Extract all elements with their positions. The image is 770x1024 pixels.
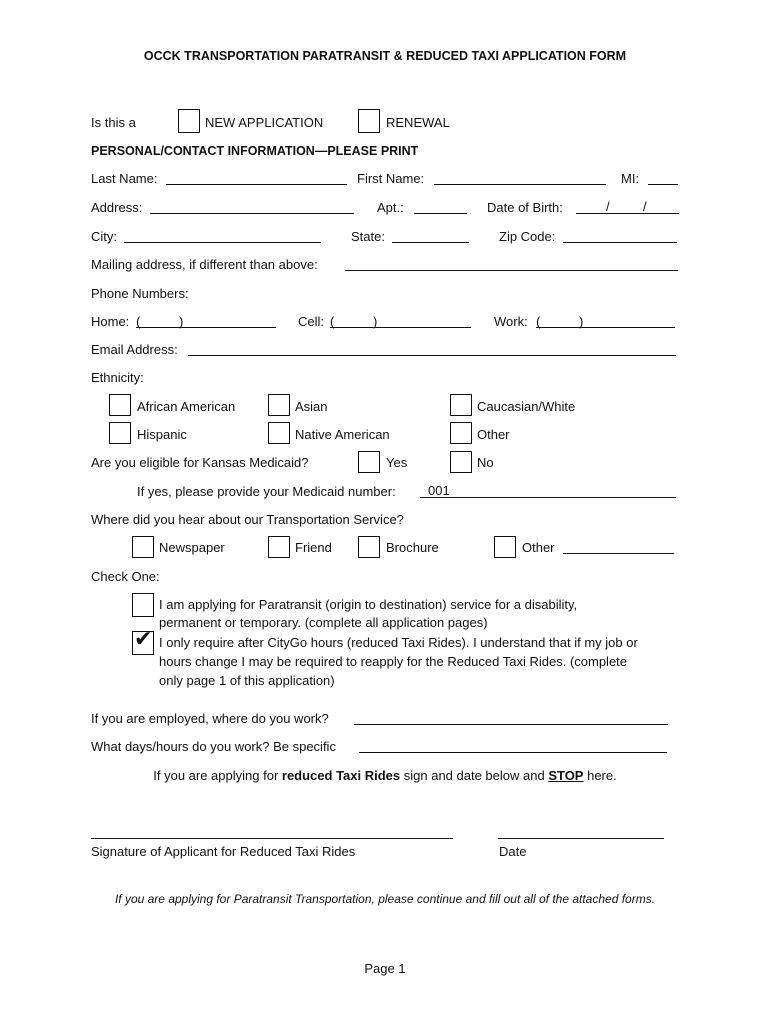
ethnicity-asian-checkbox[interactable] bbox=[268, 394, 290, 416]
cell-paren-open: ( bbox=[330, 314, 335, 329]
paratransit-option-checkbox[interactable] bbox=[132, 593, 154, 617]
date-field[interactable] bbox=[498, 838, 664, 839]
medicaid-question: Are you eligible for Kansas Medicaid? bbox=[91, 455, 309, 470]
employment-where-label: If you are employed, where do you work? bbox=[91, 711, 329, 726]
ethnicity-other-label: Other bbox=[477, 427, 510, 442]
referral-brochure-label: Brochure bbox=[386, 540, 439, 555]
medicaid-no-checkbox[interactable] bbox=[450, 451, 472, 473]
home-phone-field[interactable] bbox=[136, 327, 276, 328]
zip-label: Zip Code: bbox=[499, 229, 556, 244]
referral-newspaper-label: Newspaper bbox=[159, 540, 225, 555]
referral-other-checkbox[interactable] bbox=[494, 536, 516, 558]
employment-where-field[interactable] bbox=[354, 724, 668, 725]
dob-separator-1: / bbox=[606, 199, 610, 214]
instruction-part-3: here. bbox=[583, 768, 617, 783]
home-paren-open: ( bbox=[136, 314, 141, 329]
apt-label: Apt.: bbox=[377, 200, 404, 215]
home-phone-label: Home: bbox=[91, 314, 130, 329]
employment-hours-field[interactable] bbox=[359, 752, 667, 753]
reduced-taxi-option-checkbox[interactable] bbox=[132, 627, 154, 655]
mailing-address-field[interactable] bbox=[345, 270, 678, 271]
section-header: PERSONAL/CONTACT INFORMATION—PLEASE PRINT bbox=[91, 144, 419, 158]
city-label: City: bbox=[91, 229, 117, 244]
form-title: OCCK TRANSPORTATION PARATRANSIT & REDUCED TAXI APPLICATION FORM bbox=[143, 49, 627, 63]
dob-field[interactable] bbox=[576, 213, 679, 214]
signature-field[interactable] bbox=[91, 838, 453, 839]
ethnicity-caucasian-label: Caucasian/White bbox=[477, 399, 576, 414]
home-paren-close: ) bbox=[179, 314, 184, 329]
application-type-prompt: Is this a bbox=[91, 115, 136, 130]
city-field[interactable] bbox=[124, 242, 321, 243]
medicaid-number-prompt: If yes, please provide your Medicaid number: bbox=[137, 484, 396, 499]
instruction-part-2: sign and date below and bbox=[400, 768, 549, 783]
reduced-taxi-option-line-2: hours change I may be required to reapply for the Reduced Taxi Rides. (complete bbox=[159, 654, 628, 669]
instruction-part-1: If you are applying for bbox=[153, 768, 282, 783]
referral-question: Where did you hear about our Transportation Service? bbox=[91, 512, 404, 527]
medicaid-yes-checkbox[interactable] bbox=[358, 451, 380, 473]
first-name-field[interactable] bbox=[434, 184, 606, 185]
work-phone-field[interactable] bbox=[536, 327, 675, 328]
ethnicity-asian-label: Asian bbox=[295, 399, 328, 414]
checkmark-icon: ✔ bbox=[134, 627, 153, 652]
instruction-stop: STOP bbox=[548, 768, 584, 783]
last-name-field[interactable] bbox=[166, 184, 347, 185]
zip-field[interactable] bbox=[563, 242, 677, 243]
ethnicity-african-american-checkbox[interactable] bbox=[109, 394, 131, 416]
referral-friend-checkbox[interactable] bbox=[268, 536, 290, 558]
instruction-bold: reduced Taxi Rides bbox=[281, 768, 401, 783]
dob-label: Date of Birth: bbox=[487, 200, 563, 215]
first-name-label: First Name: bbox=[357, 171, 425, 186]
medicaid-no-label: No bbox=[477, 455, 494, 470]
referral-friend-label: Friend bbox=[295, 540, 332, 555]
new-application-label: NEW APPLICATION bbox=[205, 115, 324, 130]
mailing-address-label: Mailing address, if different than above: bbox=[91, 257, 318, 272]
signature-label: Signature of Applicant for Reduced Taxi Rides bbox=[91, 844, 356, 859]
footer-note: If you are applying for Paratransit Transportation, please continue and fill out all of the attached forms. bbox=[114, 892, 656, 906]
medicaid-yes-label: Yes bbox=[386, 455, 408, 470]
reduced-taxi-option-line-3: only page 1 of this application) bbox=[159, 673, 335, 688]
ethnicity-native-american-checkbox[interactable] bbox=[268, 422, 290, 444]
cell-phone-field[interactable] bbox=[330, 327, 471, 328]
medicaid-number-field[interactable] bbox=[420, 497, 676, 498]
ethnicity-african-american-label: African American bbox=[137, 399, 236, 414]
cell-paren-close: ) bbox=[373, 314, 378, 329]
last-name-label: Last Name: bbox=[91, 171, 158, 186]
referral-other-label: Other bbox=[522, 540, 555, 555]
work-paren-open: ( bbox=[536, 314, 541, 329]
date-label: Date bbox=[499, 844, 527, 859]
mi-field[interactable] bbox=[648, 184, 678, 185]
reduced-taxi-option-line-1: I only require after CityGo hours (reduced Taxi Rides). I understand that if my job or bbox=[159, 635, 638, 650]
email-label: Email Address: bbox=[91, 342, 178, 357]
renewal-label: RENEWAL bbox=[386, 115, 450, 130]
referral-other-field[interactable] bbox=[563, 553, 674, 554]
phone-numbers-label: Phone Numbers: bbox=[91, 286, 189, 301]
work-paren-close: ) bbox=[579, 314, 584, 329]
new-application-checkbox[interactable] bbox=[178, 109, 200, 133]
ethnicity-hispanic-checkbox[interactable] bbox=[109, 422, 131, 444]
ethnicity-other-checkbox[interactable] bbox=[450, 422, 472, 444]
mi-label: MI: bbox=[621, 171, 640, 186]
check-one-label: Check One: bbox=[91, 569, 160, 584]
page-number: Page 1 bbox=[364, 961, 406, 976]
address-field[interactable] bbox=[150, 213, 354, 214]
referral-brochure-checkbox[interactable] bbox=[358, 536, 380, 558]
ethnicity-label: Ethnicity: bbox=[91, 370, 144, 385]
state-label: State: bbox=[351, 229, 385, 244]
medicaid-number-value: 001 bbox=[428, 483, 450, 498]
dob-separator-2: / bbox=[643, 199, 647, 214]
employment-hours-label: What days/hours do you work? Be specific bbox=[91, 739, 336, 754]
address-label: Address: bbox=[91, 200, 143, 215]
ethnicity-native-american-label: Native American bbox=[295, 427, 390, 442]
renewal-checkbox[interactable] bbox=[358, 109, 380, 133]
state-field[interactable] bbox=[392, 242, 469, 243]
paratransit-option-line-2: permanent or temporary. (complete all application pages) bbox=[159, 615, 488, 630]
referral-newspaper-checkbox[interactable] bbox=[132, 536, 154, 558]
reduced-taxi-instruction bbox=[0, 768, 770, 784]
work-phone-label: Work: bbox=[494, 314, 528, 329]
apt-field[interactable] bbox=[414, 213, 467, 214]
ethnicity-hispanic-label: Hispanic bbox=[137, 427, 187, 442]
paratransit-option-line-1: I am applying for Paratransit (origin to destination) service for a disability, bbox=[159, 597, 578, 612]
cell-phone-label: Cell: bbox=[298, 314, 325, 329]
email-field[interactable] bbox=[188, 355, 676, 356]
ethnicity-caucasian-checkbox[interactable] bbox=[450, 394, 472, 416]
